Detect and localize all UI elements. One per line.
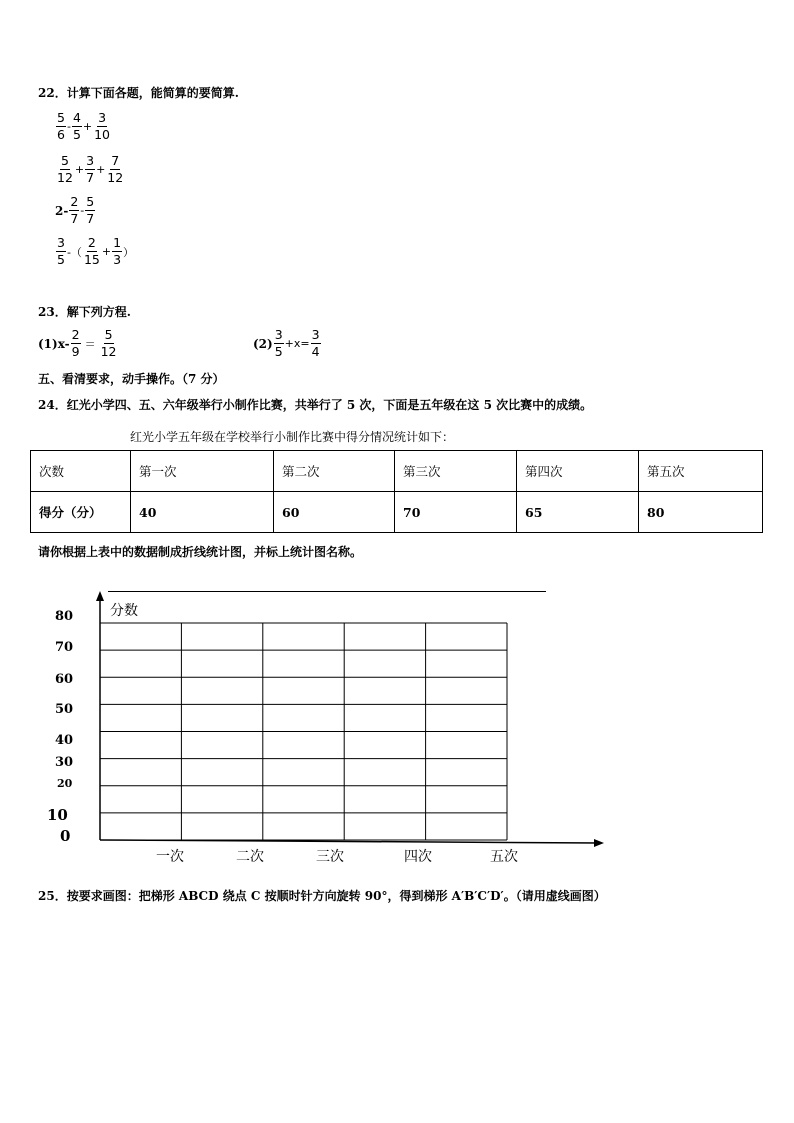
y-tick-label: 80 bbox=[55, 609, 74, 624]
q25-title: 25．按要求画图：把梯形 ABCD 绕点 C 按顺时针方向旋转 90°，得到梯形 A′B′C′D′。（请用虚线画图） bbox=[38, 889, 606, 903]
x-category-label: 一次 bbox=[156, 849, 184, 865]
x-category-label: 二次 bbox=[236, 849, 264, 865]
score-table bbox=[30, 450, 763, 533]
chart-grid bbox=[100, 623, 507, 840]
table-cell: 40 bbox=[131, 492, 274, 533]
table-cell: 第二次 bbox=[274, 451, 395, 492]
q23-equation-1: (1)x- $\frac{2}{9}$ ＝ $\frac{5}{12}$ bbox=[38, 327, 117, 359]
section-5-heading: 五、看清要求，动手操作。（7 分） bbox=[38, 372, 225, 386]
q23-title: 23．解下列方程. bbox=[38, 305, 131, 319]
x-category-label: 四次 bbox=[404, 849, 432, 865]
q24-title: 24．红光小学四、五、六年级举行小制作比赛，共举行了 5 次，下面是五年级在这 5 次比赛中的成绩。 bbox=[38, 398, 593, 412]
table-row bbox=[31, 492, 763, 533]
y-tick-label: 0 bbox=[60, 827, 71, 845]
table-cell: 次数 bbox=[31, 451, 131, 492]
table-cell: 第三次 bbox=[395, 451, 517, 492]
table-cell: 得分（分） bbox=[31, 492, 131, 533]
table-cell: 70 bbox=[395, 492, 517, 533]
y-tick-label: 50 bbox=[55, 702, 74, 717]
q22-expression-3: 2- $\frac{2}{7}$ - $\frac{5}{7}$ bbox=[55, 194, 95, 226]
table-cell: 第五次 bbox=[639, 451, 763, 492]
y-tick-label: 70 bbox=[55, 640, 74, 655]
table-cell: 第一次 bbox=[131, 451, 274, 492]
y-axis-label: 分数 bbox=[110, 603, 138, 619]
q22-title: 22．计算下面各题，能简算的要简算. bbox=[38, 86, 239, 100]
table-header-row bbox=[31, 451, 763, 492]
y-tick-label: 30 bbox=[55, 755, 74, 770]
y-tick-label: 60 bbox=[55, 672, 74, 687]
y-tick-label: 10 bbox=[47, 806, 68, 824]
q24-instruction: 请你根据上表中的数据制成折线统计图，并标上统计图名称。 bbox=[38, 545, 363, 559]
q22-expression-1: $\frac{5}{6}$ - $\frac{4}{5}$ + $\frac{3}{10}$ bbox=[57, 110, 111, 142]
table-cell: 80 bbox=[639, 492, 763, 533]
q22-expression-4: $\frac{3}{5}$ -（ $\frac{2}{15}$ + $\frac{1}{3}$ ） bbox=[57, 235, 135, 267]
y-tick-label: 40 bbox=[55, 733, 74, 748]
table-cell: 第四次 bbox=[517, 451, 639, 492]
line-chart bbox=[0, 585, 794, 875]
x-category-label: 三次 bbox=[316, 849, 344, 865]
table-cell: 65 bbox=[517, 492, 639, 533]
y-tick-label: 20 bbox=[57, 777, 73, 790]
q23-equation-2: (2) $\frac{3}{5}$ +x= $\frac{3}{4}$ bbox=[253, 327, 320, 359]
table-caption: 红光小学五年级在学校举行小制作比赛中得分情况统计如下： bbox=[130, 430, 455, 444]
table-cell: 60 bbox=[274, 492, 395, 533]
x-category-label: 五次 bbox=[490, 849, 518, 865]
x-axis-arrow bbox=[594, 839, 604, 847]
y-axis-arrow bbox=[96, 591, 104, 601]
q22-expression-2: $\frac{5}{12}$ + $\frac{3}{7}$ + $\frac{7}{12}$ bbox=[57, 153, 124, 185]
